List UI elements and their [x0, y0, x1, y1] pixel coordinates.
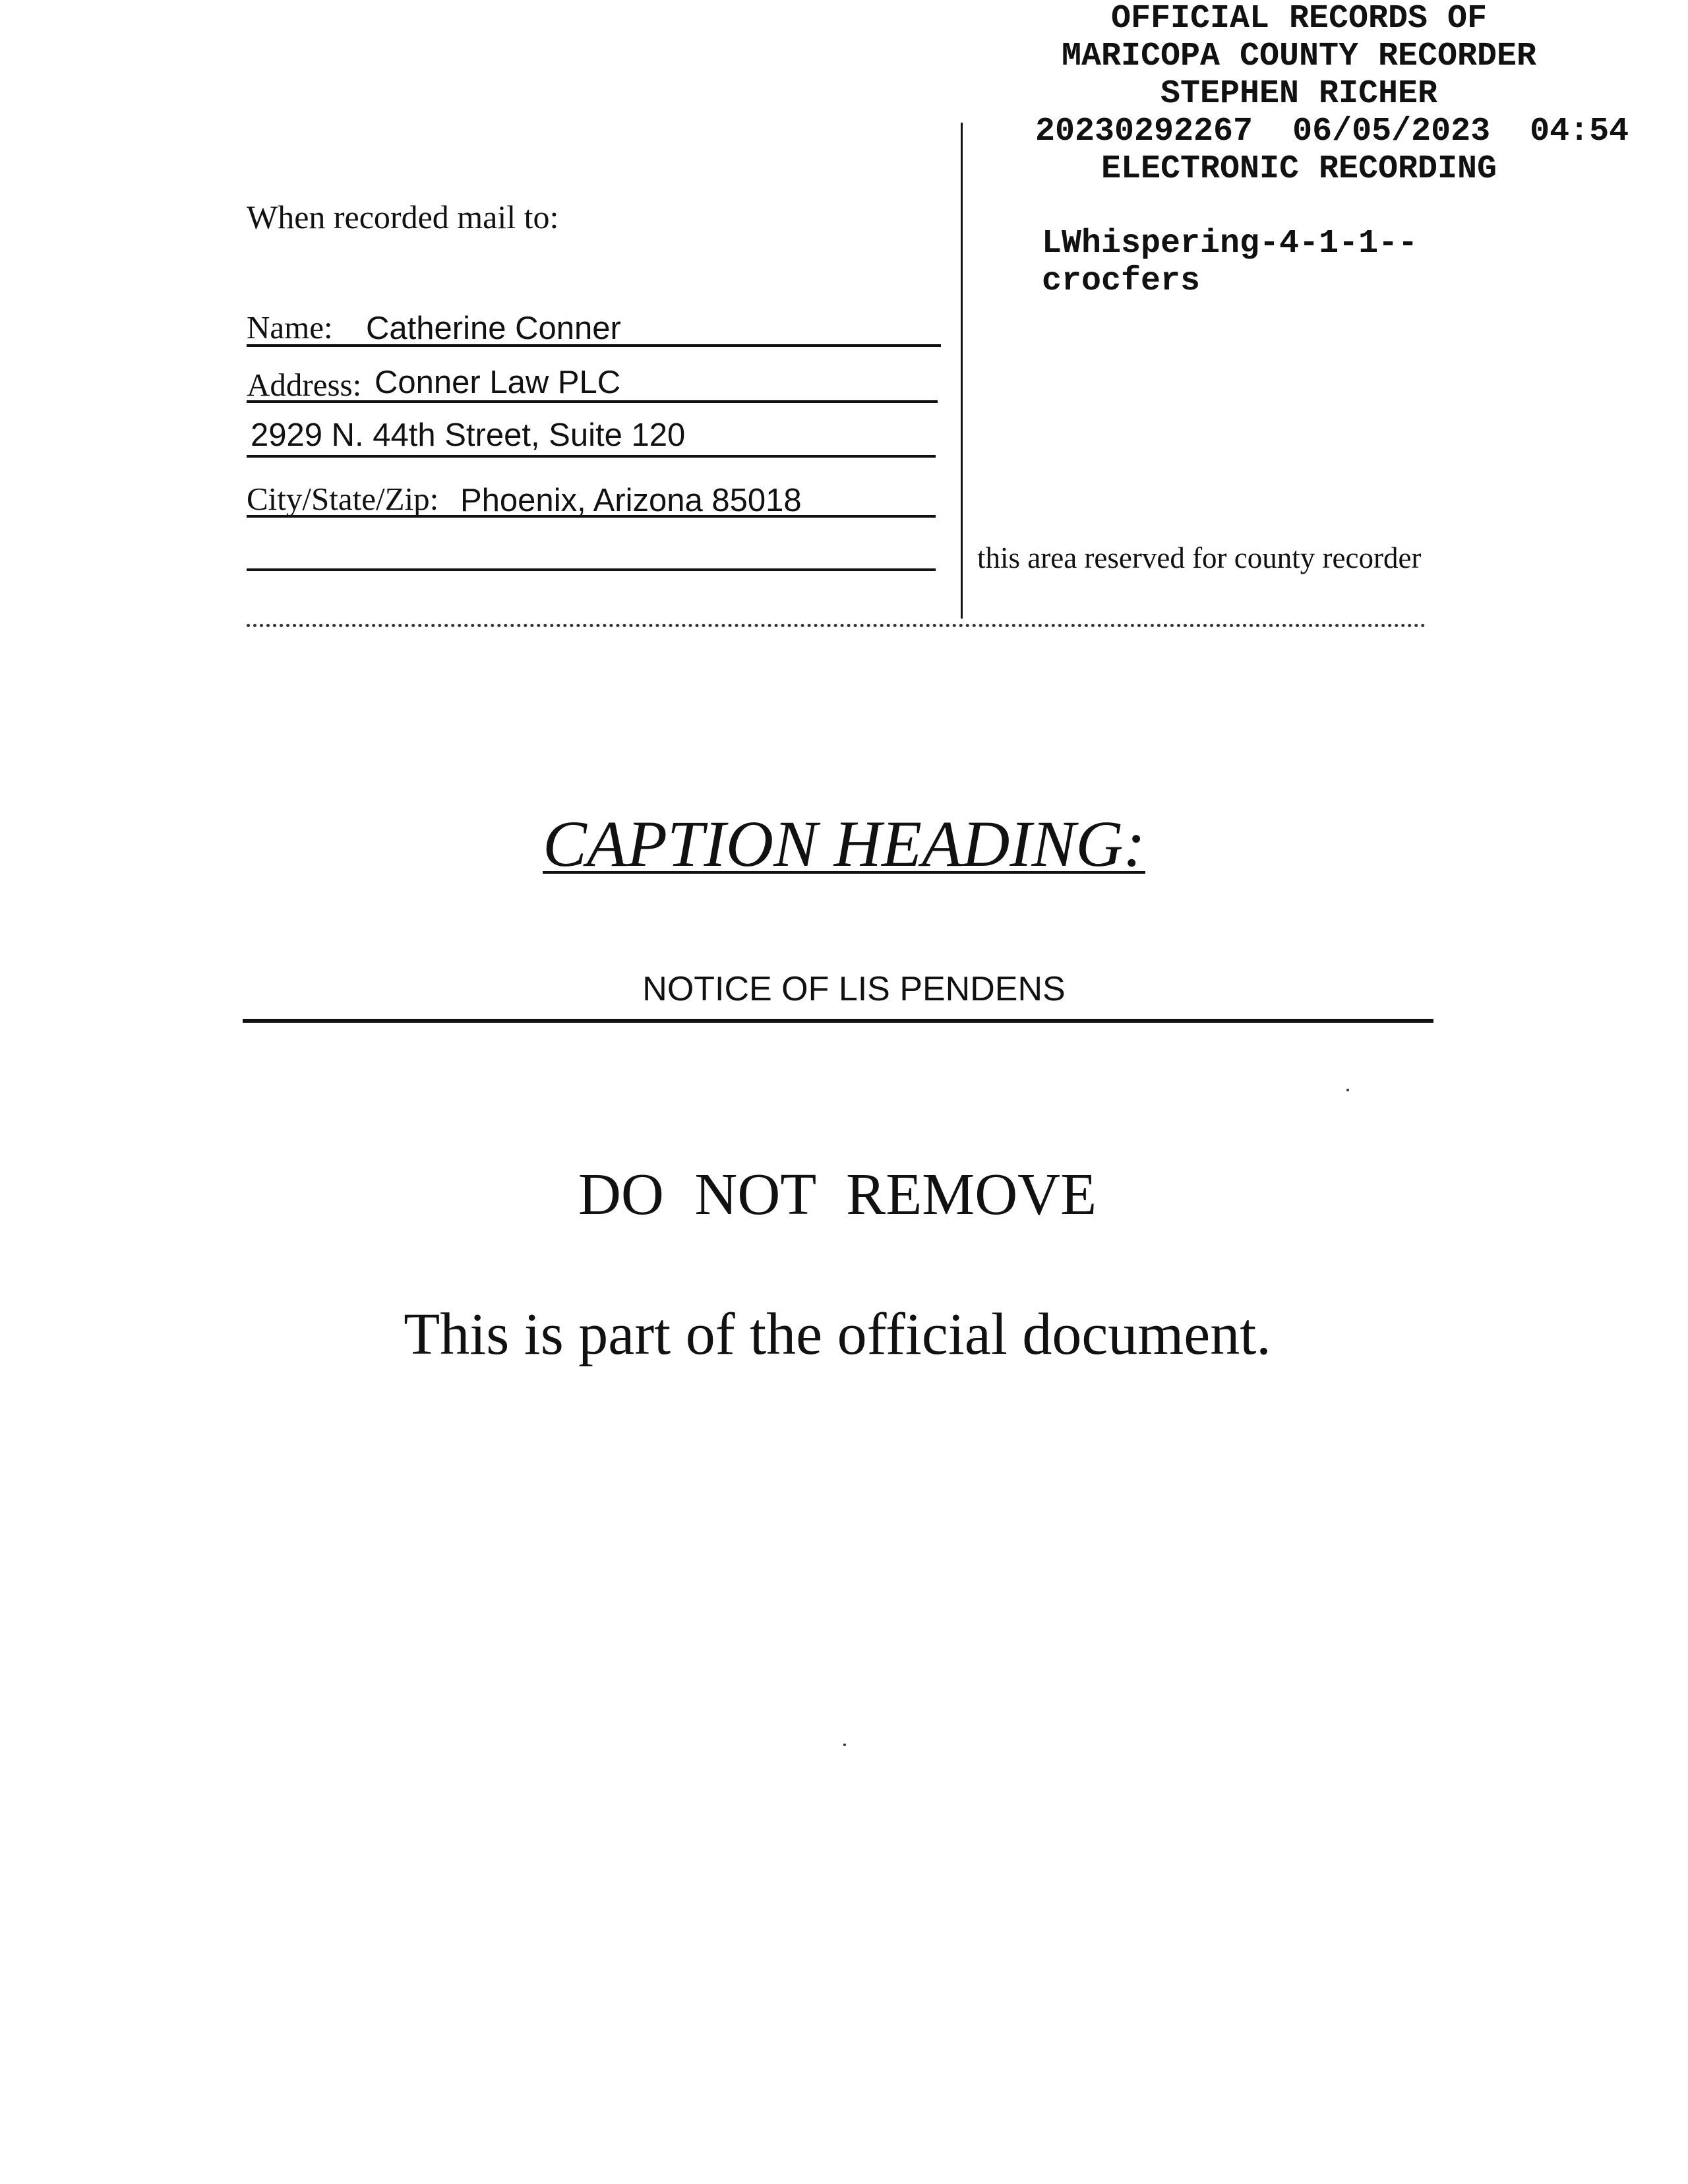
reserved-area-label: this area reserved for county recorder [977, 541, 1422, 574]
mailto-label: When recorded mail to: [247, 198, 559, 235]
record-time: 04:54 [1530, 113, 1629, 150]
stamp-line-1: OFFICIAL RECORDS OF [1110, 0, 1488, 38]
stamp-record-line [1015, 113, 1688, 150]
stamp-ref-line-2: crocfers [1042, 262, 1201, 300]
caption-heading [0, 806, 1688, 882]
stamp-line-3: STEPHEN RICHER [1160, 75, 1438, 113]
stray-dot-1 [1346, 1089, 1349, 1091]
record-number: 20230292267 [1035, 113, 1253, 150]
official-document-notice: This is part of the official document. [404, 1302, 1271, 1367]
recorder-stamp [1015, 0, 1688, 300]
name-label: Name: [247, 309, 333, 346]
do-not-remove-heading: DO NOT REMOVE [578, 1162, 1097, 1227]
address-label: Address: [247, 367, 362, 403]
address-value: Conner Law PLC [375, 365, 621, 400]
blank-line-underline [247, 568, 936, 571]
stamp-line-2: MARICOPA COUNTY RECORDER [1061, 38, 1537, 75]
stamp-ref-line-1: LWhispering-4-1-1-- [1042, 225, 1418, 262]
record-date: 06/05/2023 [1292, 113, 1491, 150]
caption-heading-text: CAPTION HEADING: [543, 807, 1145, 880]
address-underline [247, 400, 938, 403]
vertical-divider [961, 123, 963, 619]
name-value: Catherine Conner [366, 311, 621, 346]
dotted-separator [247, 624, 1426, 627]
address-line-2: 2929 N. 44th Street, Suite 120 [251, 417, 686, 453]
city-label: City/State/Zip: [247, 481, 439, 517]
document-title: NOTICE OF LIS PENDENS [642, 970, 1066, 1008]
name-underline [247, 344, 941, 347]
address-line-2-underline [247, 455, 936, 458]
title-underline [243, 1019, 1433, 1023]
stamp-line-5: ELECTRONIC RECORDING [1100, 150, 1497, 188]
city-underline [247, 515, 936, 518]
city-value: Phoenix, Arizona 85018 [460, 483, 802, 518]
stray-dot-2 [843, 1744, 846, 1746]
